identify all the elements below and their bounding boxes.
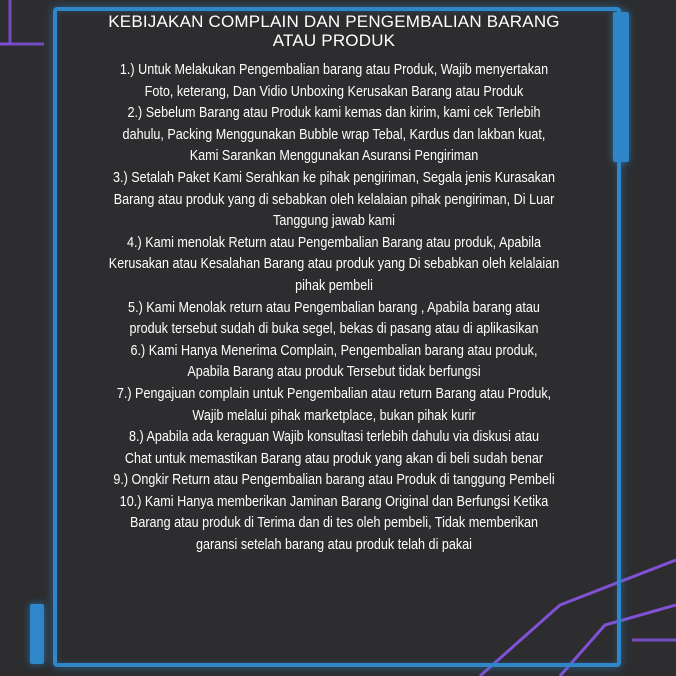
policy-item-line: 5.) Kami Menolak return atau Pengembalian barang , Apabila barang atau (128, 298, 540, 316)
policy-item-line: garansi setelah barang atau produk telah di pakai (195, 536, 472, 554)
policy-item-10 (58, 491, 609, 556)
policy-item-7 (58, 383, 609, 426)
policy-item-4 (58, 232, 609, 297)
policy-item-1 (58, 59, 609, 102)
policy-item-line: Chat untuk memastikan Barang atau produk yang akan di beli sudah benar (124, 449, 544, 467)
policy-item-3 (58, 167, 609, 232)
policy-item-line: 2.) Sebelum Barang atau Produk kami kemas dan kirim, kami cek Terlebih (127, 104, 541, 122)
policy-item-line: 10.) Kami Hanya memberikan Jaminan Barang Original dan Berfungsi Ketika (119, 492, 549, 510)
policy-item-line: 7.) Pengajuan complain untuk Pengembalian atau return Barang atau Produk, (116, 384, 552, 402)
policy-title-line: KEBIJAKAN COMPLAIN DAN PENGEMBALIAN BARANG (108, 12, 560, 31)
policy-item-line: Barang atau produk di Terima dan di tes oleh pembeli, Tidak memberikan (129, 514, 539, 532)
policy-item-line: Barang atau produk yang di sebabkan oleh kelalaian pihak pengiriman, Di Luar (113, 190, 555, 208)
policy-content (58, 12, 610, 556)
policy-item-line: Foto, keterang, Dan Vidio Unboxing Kerusakan Barang atau Produk (144, 82, 524, 100)
policy-item-line: 3.) Setalah Paket Kami Serahkan ke pihak pengiriman, Segala jenis Kurasakan (113, 168, 555, 186)
purple-neon-line-top-left (0, 0, 44, 44)
policy-item-line: Wajib melalui pihak marketplace, bukan pihak kurir (192, 406, 476, 424)
policy-item-line: 1.) Untuk Melakukan Pengembalian barang atau Produk, Wajib menyertakan (119, 61, 549, 78)
policy-title-line: ATAU PRODUK (272, 31, 396, 50)
policy-item-line: Tanggung jawab kami (273, 212, 395, 230)
policy-item-8 (58, 426, 609, 469)
policy-item-line: 4.) Kami menolak Return atau Pengembalian Barang atau produk, Apabila (127, 233, 541, 251)
policy-item-line: pihak pembeli (295, 276, 373, 294)
policy-item-line: 6.) Kami Hanya Menerima Complain, Pengembalian barang atau produk, (130, 341, 538, 359)
blue-accent-bar-left (30, 604, 44, 664)
policy-item-9 (58, 469, 609, 491)
policy-item-line: produk tersebut sudah di buka segel, bekas di pasang atau di aplikasikan (129, 320, 539, 338)
policy-item-6 (58, 340, 609, 383)
policy-item-line: 9.) Ongkir Return atau Pengembalian barang atau Produk di tanggung Pembeli (113, 471, 555, 489)
policy-item-line: Kami Sarankan Menggunakan Asuransi Pengiriman (189, 147, 479, 165)
policy-item-line: dahulu, Packing Menggunakan Bubble wrap Tebal, Kardus dan lakban kuat, (122, 125, 546, 143)
policy-item-line: Kerusakan atau Kesalahan Barang atau produk yang Di sebabkan oleh kelalaian (108, 255, 560, 273)
policy-title (58, 12, 610, 50)
policy-item-line: 8.) Apabila ada keraguan Wajib konsultasi terlebih dahulu via diskusi atau (129, 428, 539, 446)
policy-item-5 (58, 297, 609, 340)
policy-item-2 (58, 102, 609, 167)
policy-item-line: Apabila Barang atau produk Tersebut tidak berfungsi (187, 363, 481, 381)
